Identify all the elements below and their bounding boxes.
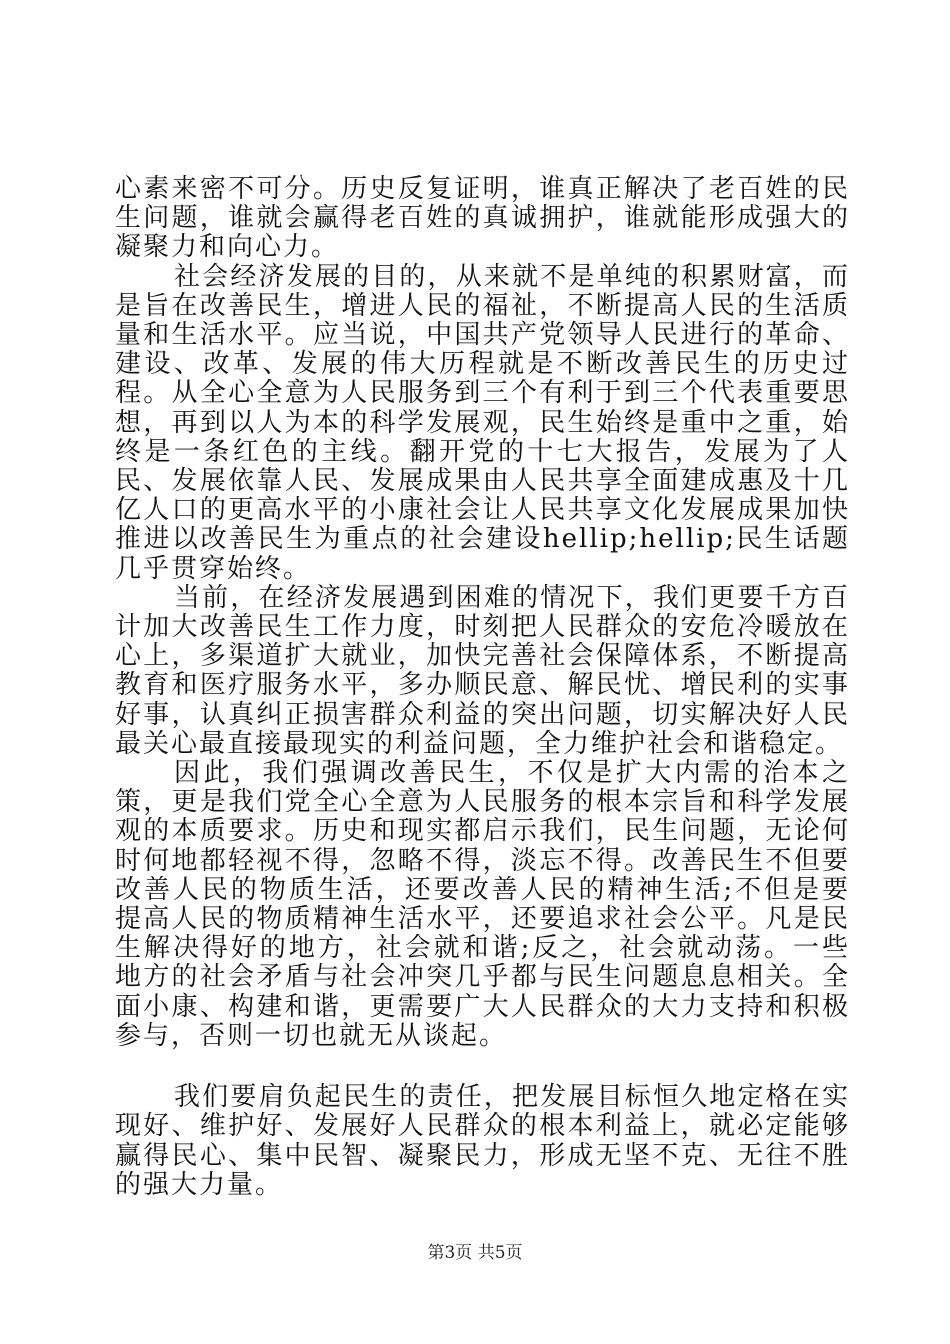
paragraph-spacer bbox=[115, 1051, 850, 1083]
document-body bbox=[115, 175, 850, 1200]
paragraph-4: 因此，我们强调改善民生，不仅是扩大内需的治本之策，更是我们党全心全意为人民服务的根本宗旨和科学发展观的本质要求。历史和现实都启示我们，民生问题，无论何时何地都轻视不得，忽略不得，淡忘不得。改善民生不但要改善人民的物质生活，还要改善人民的精神生活;不但是要提高人民的物质精神生活水平，还要追求社会公平。凡是民生解决得好的地方，社会就和谐;反之，社会就动荡。一些地方的社会矛盾与社会冲突几乎都与民生问题息息相关。全面小康、构建和谐，更需要广大人民群众的大力支持和积极参与，否则一切也就无从谈起。 bbox=[115, 758, 850, 1051]
paragraph-1: 心素来密不可分。历史反复证明，谁真正解决了老百姓的民生问题，谁就会赢得老百姓的真诚拥护，谁就能形成强大的凝聚力和向心力。 bbox=[115, 174, 850, 263]
page-number-footer: 第3页 共5页 bbox=[427, 1243, 523, 1263]
paragraph-5: 我们要肩负起民生的责任，把发展目标恒久地定格在实现好、维护好、发展好人民群众的根本利益上，就必定能够赢得民心、集中民智、凝聚民力，形成无坚不克、无往不胜的强大力量。 bbox=[115, 1082, 850, 1200]
paragraph-3: 当前，在经济发展遇到困难的情况下，我们更要千方百计加大改善民生工作力度，时刻把人民群众的安危冷暖放在心上，多渠道扩大就业，加快完善社会保障体系，不断提高教育和医疗服务水平，多办顺民意、解民忧、增民利的实事好事，认真纠正损害群众利益的突出问题，切实解决好人民最关心最直接最现实的利益问题，全力维护社会和谐稳定。 bbox=[115, 582, 850, 759]
paragraph-2: 社会经济发展的目的，从来就不是单纯的积累财富，而是旨在改善民生，增进人民的福祉，不断提高人民的生活质量和生活水平。应当说，中国共产党领导人民进行的革命、建设、改革、发展的伟大历程就是不断改善民生的历史过程。从全心全意为人民服务到三个有利于到三个代表重要思想，再到以人为本的科学发展观，民生始终是重中之重，始终是一条红色的主线。翻开党的十七大报告，发展为了人民、发展依靠人民、发展成果由人民共享全面建成惠及十几亿人口的更高水平的小康社会让人民共享文化发展成果加快推进以改善民生为重点的社会建设hellip;hellip;民生话题几乎贯穿始终。 bbox=[115, 261, 850, 584]
